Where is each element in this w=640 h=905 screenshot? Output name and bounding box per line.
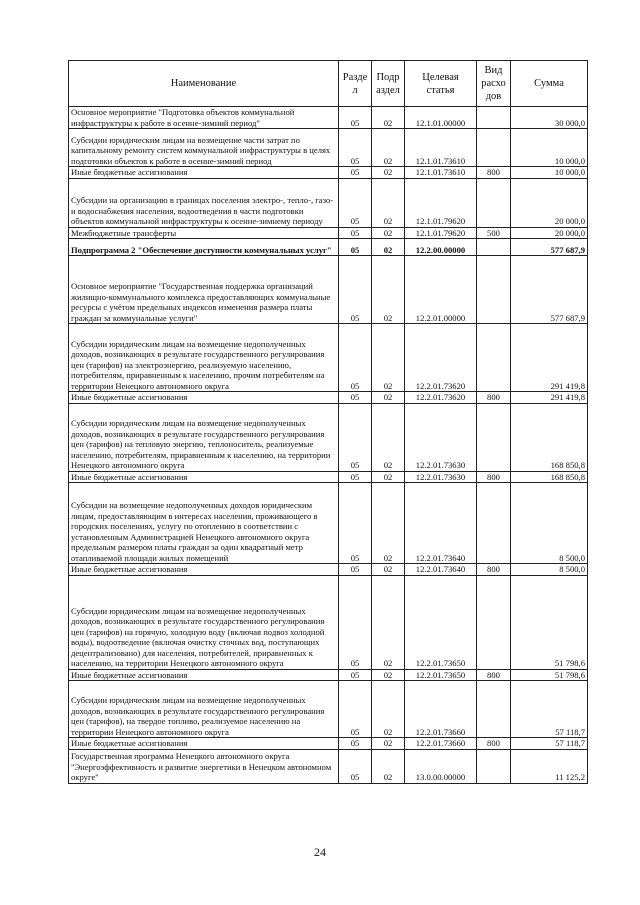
table-row — [69, 167, 588, 179]
table-row — [69, 749, 588, 783]
row-subsection: 02 — [372, 471, 405, 483]
row-sum: 10 000,0 — [511, 167, 588, 179]
row-subsection: 02 — [372, 167, 405, 179]
row-sum: 20 000,0 — [511, 227, 588, 239]
row-subsection: 02 — [372, 749, 405, 783]
row-name: Субсидии на организацию в границах поселения электро-, тепло-, газо- и водоснабжения населения, водоотведения в части подготовки объектов коммунальной инфраструктуры к осенне-зимнему периоду — [69, 178, 339, 227]
table-row — [69, 483, 588, 564]
row-target: 12.2.01.73660 — [405, 681, 477, 738]
row-subsection: 02 — [372, 227, 405, 239]
row-sum: 51 798,6 — [511, 669, 588, 681]
table-row — [69, 575, 588, 669]
table-row — [69, 681, 588, 738]
row-target: 12.2.01.73640 — [405, 483, 477, 564]
row-subsection: 02 — [372, 129, 405, 167]
row-sum: 577 687,9 — [511, 239, 588, 256]
row-sum: 11 125,2 — [511, 749, 588, 783]
row-section: 05 — [339, 129, 372, 167]
row-name: Субсидии на возмещение недополученных доходов юридическим лицам, предоставляющим в интересах населения, проживающего в городских поселениях, услугу по отоплению в соответствии с установленным Администрацией Ненецкого автономного округа предельным размером платы граждан за один квадратный метр отапливаемой площади жилых помещений — [69, 483, 339, 564]
row-sum: 51 798,6 — [511, 575, 588, 669]
table-body — [69, 107, 588, 784]
row-expense-type: 800 — [477, 471, 511, 483]
row-section: 05 — [339, 575, 372, 669]
row-section: 05 — [339, 669, 372, 681]
row-expense-type — [477, 403, 511, 471]
row-target: 12.2.01.73650 — [405, 575, 477, 669]
row-name: Субсидии юридическим лицам на возмещение недополученных доходов, возникающих в результате государственного регулирования цен (тарифов) на горячую, холодную воду (включая подвоз холодной воды), водоотведение (включая очистку сточных вод, поступающих децентрализовано) для населения, потребителей, приравненных к населению, на территории Ненецкого автономного округа — [69, 575, 339, 669]
table-row — [69, 107, 588, 129]
row-subsection: 02 — [372, 483, 405, 564]
row-sum: 168 850,8 — [511, 403, 588, 471]
row-sum: 57 118,7 — [511, 738, 588, 750]
row-target: 12.2.01.00000 — [405, 256, 477, 324]
row-name: Иные бюджетные ассигнования — [69, 471, 339, 483]
row-section: 05 — [339, 227, 372, 239]
row-target: 12.1.01.79620 — [405, 178, 477, 227]
row-section: 05 — [339, 392, 372, 404]
table-row — [69, 129, 588, 167]
row-name: Межбюджетные трансферты — [69, 227, 339, 239]
row-section: 05 — [339, 256, 372, 324]
header-sum: Сумма — [511, 61, 588, 107]
row-expense-type: 800 — [477, 167, 511, 179]
row-name: Основное мероприятие "Подготовка объектов коммунальной инфраструктуры к работе в осенне-зимний период" — [69, 107, 339, 129]
row-sum: 10 000,0 — [511, 129, 588, 167]
row-expense-type — [477, 324, 511, 392]
row-subsection: 02 — [372, 256, 405, 324]
row-section: 05 — [339, 681, 372, 738]
row-name: Иные бюджетные ассигнования — [69, 167, 339, 179]
table-row — [69, 564, 588, 576]
row-target: 12.2.01.73620 — [405, 392, 477, 404]
row-name: Иные бюджетные ассигнования — [69, 392, 339, 404]
table-row — [69, 178, 588, 227]
header-row — [69, 61, 588, 107]
row-sum: 577 687,9 — [511, 256, 588, 324]
row-target: 12.2.01.73660 — [405, 738, 477, 750]
row-subsection: 02 — [372, 392, 405, 404]
row-expense-type — [477, 749, 511, 783]
row-subsection: 02 — [372, 239, 405, 256]
row-expense-type: 800 — [477, 738, 511, 750]
table-row — [69, 392, 588, 404]
row-target: 12.1.01.73610 — [405, 129, 477, 167]
row-subsection: 02 — [372, 107, 405, 129]
table-row — [69, 239, 588, 256]
row-expense-type — [477, 575, 511, 669]
row-target: 12.2.00.00000 — [405, 239, 477, 256]
row-name: Иные бюджетные ассигнования — [69, 738, 339, 750]
row-target: 12.1.01.00000 — [405, 107, 477, 129]
row-sum: 30 000,0 — [511, 107, 588, 129]
row-sum: 168 850,8 — [511, 471, 588, 483]
row-section: 05 — [339, 483, 372, 564]
row-expense-type — [477, 256, 511, 324]
row-section: 05 — [339, 107, 372, 129]
table-row — [69, 738, 588, 750]
page-number: 24 — [314, 845, 326, 859]
header-target: Целевая статья — [405, 61, 477, 107]
row-section: 05 — [339, 239, 372, 256]
row-subsection: 02 — [372, 681, 405, 738]
row-sum: 8 500,0 — [511, 564, 588, 576]
row-target: 12.1.01.79620 — [405, 227, 477, 239]
row-name: Государственная программа Ненецкого автономного округа "Энергоэффективность и развитие энергетики в Ненецком автономном округе" — [69, 749, 339, 783]
row-expense-type: 800 — [477, 392, 511, 404]
row-sum: 291 419,8 — [511, 392, 588, 404]
row-subsection: 02 — [372, 178, 405, 227]
row-sum: 291 419,8 — [511, 324, 588, 392]
header-expense-type: Вид расхо дов — [477, 61, 511, 107]
row-target: 12.2.01.73630 — [405, 471, 477, 483]
row-name: Основное мероприятие "Государственная поддержка организаций жилищно-коммунального комплекса предоставляющих коммунальные ресурсы с учётом предельных индексов изменения размера платы граждан за коммунальные услуги" — [69, 256, 339, 324]
row-section: 05 — [339, 403, 372, 471]
row-name: Иные бюджетные ассигнования — [69, 669, 339, 681]
table-row — [69, 403, 588, 471]
row-section: 05 — [339, 167, 372, 179]
row-name: Субсидии юридическим лицам на возмещение недополученных доходов, возникающих в результате государственного регулирования цен (тарифов), на твердое топливо, реализуемое населению на территории Ненецкого автономного округа — [69, 681, 339, 738]
header-section: Разде л — [339, 61, 372, 107]
table-row — [69, 471, 588, 483]
row-expense-type: 500 — [477, 227, 511, 239]
row-section: 05 — [339, 471, 372, 483]
budget-table — [68, 60, 588, 784]
row-sum: 8 500,0 — [511, 483, 588, 564]
row-subsection: 02 — [372, 403, 405, 471]
row-name: Субсидии юридическим лицам на возмещение части затрат по капитальному ремонту систем коммунальной инфраструктуры в целях подготовки объектов к работе в осенне-зимний период — [69, 129, 339, 167]
table-row — [69, 256, 588, 324]
row-expense-type — [477, 129, 511, 167]
row-expense-type — [477, 681, 511, 738]
row-name: Подпрограмма 2 "Обеспечение доступности коммунальных услуг" — [69, 239, 339, 256]
row-sum: 20 000,0 — [511, 178, 588, 227]
header-subsection: Подр аздел — [372, 61, 405, 107]
row-expense-type: 800 — [477, 669, 511, 681]
row-target: 12.1.01.73610 — [405, 167, 477, 179]
row-target: 12.2.01.73640 — [405, 564, 477, 576]
row-name: Субсидии юридическим лицам на возмещение недополученных доходов, возникающих в результате государственного регулирования цен (тарифов) на тепловую энергию, теплоноситель, реализуемые населению, потребителям, приравненным к населению, на территории Ненецкого автономного округа — [69, 403, 339, 471]
row-subsection: 02 — [372, 669, 405, 681]
table-row — [69, 669, 588, 681]
row-section: 05 — [339, 324, 372, 392]
row-subsection: 02 — [372, 575, 405, 669]
row-subsection: 02 — [372, 324, 405, 392]
row-section: 05 — [339, 178, 372, 227]
row-target: 13.0.00.00000 — [405, 749, 477, 783]
table-row — [69, 324, 588, 392]
header-name: Наименование — [69, 61, 339, 107]
row-sum: 57 118,7 — [511, 681, 588, 738]
table-row — [69, 227, 588, 239]
row-target: 12.2.01.73620 — [405, 324, 477, 392]
row-expense-type — [477, 239, 511, 256]
row-section: 05 — [339, 749, 372, 783]
row-section: 05 — [339, 738, 372, 750]
row-name: Субсидии юридическим лицам на возмещение недополученных доходов, возникающих в результате государственного регулирования цен (тарифов) на электроэнергию, реализуемую населению, потребителям, приравненным к населению, прочим потребителям на территории Ненецкого автономного округа — [69, 324, 339, 392]
row-expense-type: 800 — [477, 564, 511, 576]
row-section: 05 — [339, 564, 372, 576]
row-subsection: 02 — [372, 564, 405, 576]
row-target: 12.2.01.73630 — [405, 403, 477, 471]
row-name: Иные бюджетные ассигнования — [69, 564, 339, 576]
row-expense-type — [477, 178, 511, 227]
row-expense-type — [477, 107, 511, 129]
row-subsection: 02 — [372, 738, 405, 750]
row-expense-type — [477, 483, 511, 564]
row-target: 12.2.01.73650 — [405, 669, 477, 681]
